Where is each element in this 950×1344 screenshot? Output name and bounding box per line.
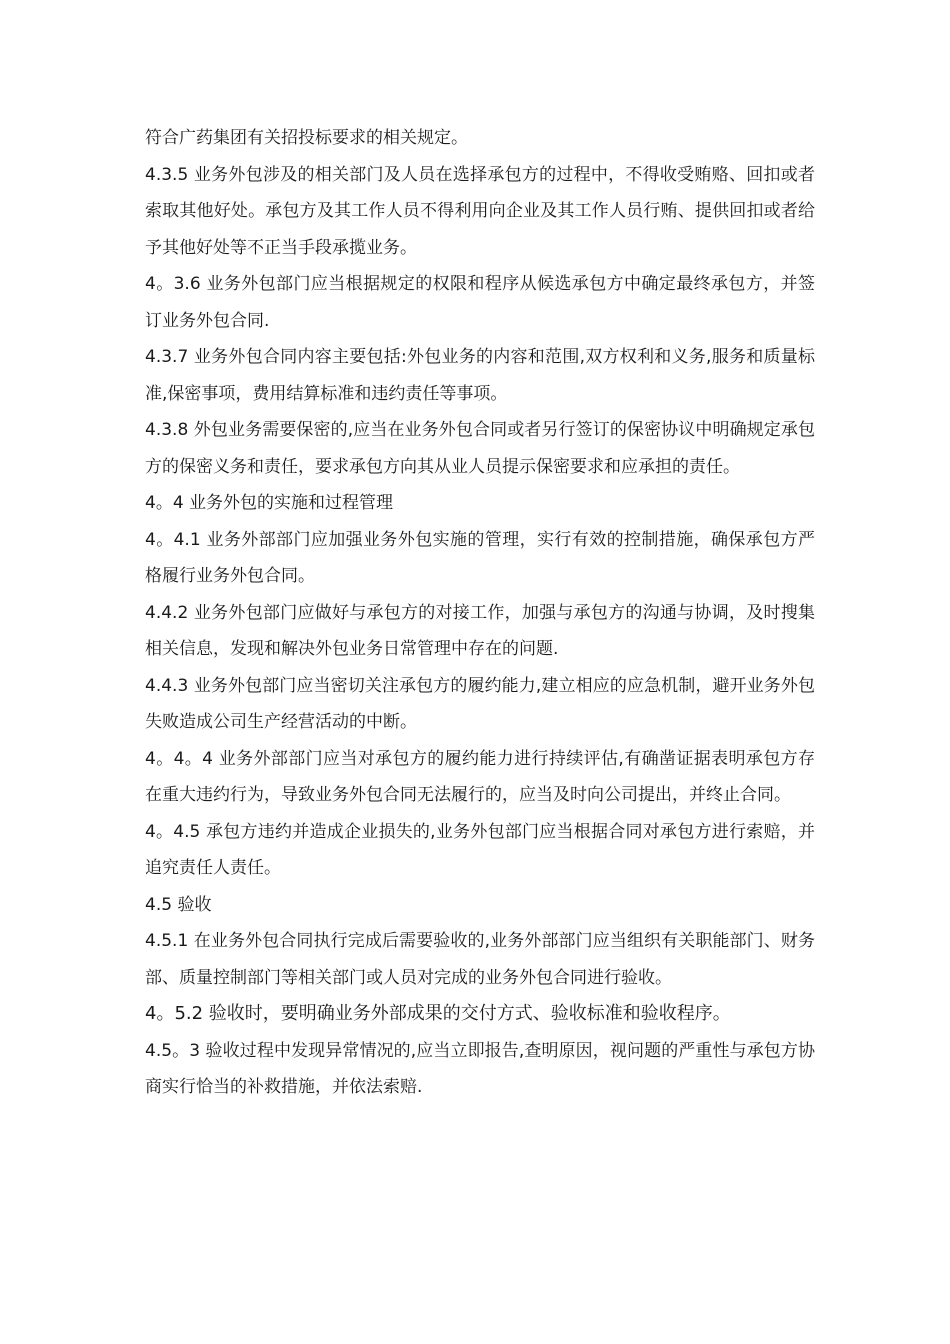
document-body (145, 120, 815, 1106)
paragraph-4-5-2: 4。5.2 验收时，要明确业务外部成果的交付方式、验收标准和验收程序。 (145, 1003, 731, 1024)
paragraph-4-3-8: 4.3.8 外包业务需要保密的,应当在业务外包合同或者另行签订的保密协议中明确规定承包方的保密义务和责任，要求承包方向其从业人员提示保密要求和应承担的责任。 (145, 420, 815, 477)
paragraph-4-4-5: 4。4.5 承包方违约并造成企业损失的,业务外包部门应当根据合同对承包方进行索赔，并追究责任人责任。 (145, 821, 815, 878)
paragraph-4-4-1: 4。4.1 业务外部部门应加强业务外包实施的管理，实行有效的控制措施，确保承包方严格履行业务外包合同。 (145, 529, 815, 586)
paragraph-4-5-3: 4.5。3 验收过程中发现异常情况的,应当立即报告,查明原因，视问题的严重性与承包方协商实行恰当的补救措施，并依法索赔. (145, 1040, 815, 1097)
paragraph-4-3-6: 4。3.6 业务外包部门应当根据规定的权限和程序从候选承包方中确定最终承包方，并签订业务外包合同. (145, 274, 815, 331)
paragraph-4-4-3: 4.4.3 业务外包部门应当密切关注承包方的履约能力,建立相应的应急机制，避开业务外包失败造成公司生产经营活动的中断。 (145, 675, 815, 732)
paragraph-4-4-4: 4。4。4 业务外部部门应当对承包方的履约能力进行持续评估,有确凿证据表明承包方存在重大违约行为，导致业务外包合同无法履行的，应当及时向公司提出，并终止合同。 (145, 748, 815, 805)
paragraph-4-3-5: 4.3.5 业务外包涉及的相关部门及人员在选择承包方的过程中，不得收受贿赂、回扣或者索取其他好处。承包方及其工作人员不得利用向企业及其工作人员行贿、提供回扣或者给予其他好处等不正当手段承揽业务。 (145, 164, 815, 258)
section-heading-4-5: 4.5 验收 (145, 894, 212, 915)
paragraph-4-5-1: 4.5.1 在业务外包合同执行完成后需要验收的,业务外部部门应当组织有关职能部门、财务部、质量控制部门等相关部门或人员对完成的业务外包合同进行验收。 (145, 931, 815, 988)
paragraph-4-3-7: 4.3.7 业务外包合同内容主要包括:外包业务的内容和范围,双方权利和义务,服务和质量标准,保密事项，费用结算标准和违约责任等事项。 (145, 347, 815, 404)
paragraph-continuation: 符合广药集团有关招投标要求的相关规定。 (145, 128, 468, 148)
section-heading-4-4: 4。4 业务外包的实施和过程管理 (145, 493, 394, 513)
paragraph-4-4-2: 4.4.2 业务外包部门应做好与承包方的对接工作，加强与承包方的沟通与协调，及时搜集相关信息，发现和解决外包业务日常管理中存在的问题. (145, 602, 815, 659)
